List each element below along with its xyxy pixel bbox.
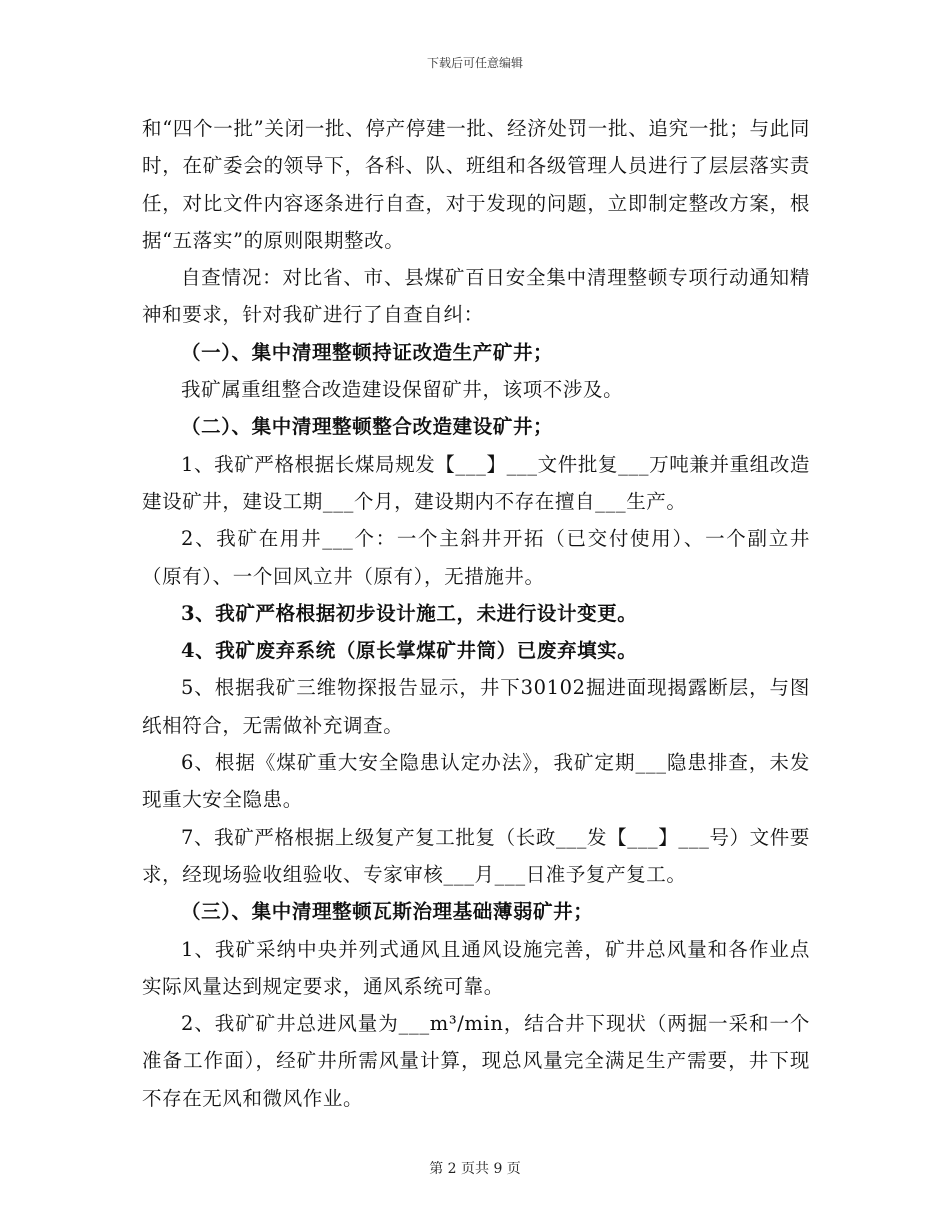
list-item-bold: 3、我矿严格根据初步设计施工，未进行设计变更。 xyxy=(181,601,638,625)
list-item: 7、我矿严格根据上级复产复工批复（长政___发【___】___号）文件要求，经现场验收组验收、专家审核___月___日准予复产复工。 xyxy=(142,825,810,886)
list-item: 5、根据我矿三维物探报告显示，井下30102掘进面现揭露断层，与图纸相符合，无需做补充调查。 xyxy=(142,676,810,737)
list-item-bold: 4、我矿废弃系统（原长掌煤矿井筒）已废弃填实。 xyxy=(181,639,638,663)
page-header-note: 下载后可任意编辑 xyxy=(426,56,523,70)
page-number: 第 2 页共 9 页 xyxy=(429,1161,521,1177)
section-heading-3: （三）、集中清理整顿瓦斯治理基础薄弱矿井； xyxy=(181,900,594,924)
list-item: 1、我矿采纳中央并列式通风且通风设施完善，矿井总风量和各作业点实际风量达到规定要求，通风系统可靠。 xyxy=(142,937,810,998)
list-item: 2、我矿矿井总进风量为___m³/min，结合井下现状（两掘一采和一个准备工作面），经矿井所需风量计算，现总风量完全满足生产需要，井下现不存在无风和微风作业。 xyxy=(142,1012,810,1110)
paragraph-self-check-intro: 自查情况：对比省、市、县煤矿百日安全集中清理整顿专项行动通知精神和要求，针对我矿进行了自查自纠： xyxy=(142,266,810,327)
paragraph: 我矿属重组整合改造建设保留矿井，该项不涉及。 xyxy=(181,378,624,402)
list-item: 6、根据《煤矿重大安全隐患认定办法》，我矿定期___隐患排查，未发现重大安全隐患。 xyxy=(142,751,810,812)
list-item: 1、我矿严格根据长煤局规发【___】___文件批复___万吨兼并重组改造建设矿井，建设工期___个月，建设期内不存在擅自___生产。 xyxy=(142,452,810,513)
paragraph-continuation: 和“四个一批”关闭一批、停产停建一批、经济处罚一批、追究一批；与此同时，在矿委会的领导下，各科、队、班组和各级管理人员进行了层层落实责任，对比文件内容逐条进行自查，对于发现的问题，立即制定整改方案，根据“五落实”的原则限期整改。 xyxy=(142,117,810,252)
section-heading-1: （一）、集中清理整顿持证改造生产矿井； xyxy=(181,340,554,364)
document-body xyxy=(142,110,810,1117)
list-item: 2、我矿在用井___个：一个主斜井开拓（已交付使用）、一个副立井（原有）、一个回风立井（原有），无措施井。 xyxy=(142,527,810,588)
section-heading-2: （二）、集中清理整顿整合改造建设矿井； xyxy=(181,415,554,439)
